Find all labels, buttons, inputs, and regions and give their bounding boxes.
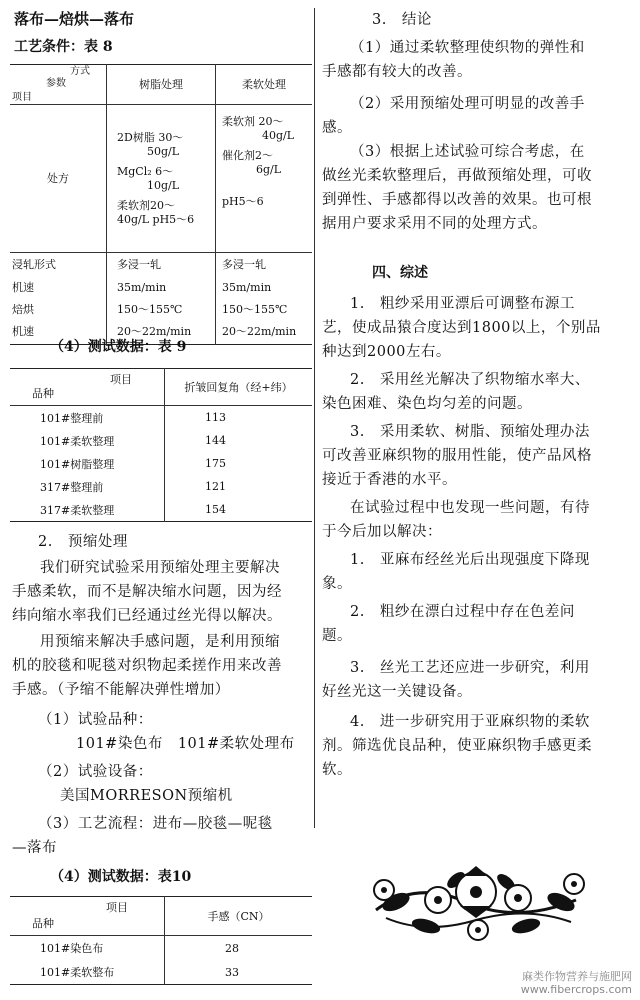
list-item-1-value: 101#染色布 101#柔软处理布 xyxy=(76,736,295,752)
corner-kind: 品种 xyxy=(32,387,54,400)
row-value: 144 xyxy=(165,429,313,452)
table-10 xyxy=(10,896,312,985)
col-hand-feel: 手感（CN） xyxy=(165,897,313,936)
row-formula: 处方 xyxy=(10,105,107,253)
text-line: 在试验过程中也发现一些问题，有待 xyxy=(350,500,590,516)
cell-soft: 35m/min xyxy=(216,277,313,299)
soft-line: 催化剂2～ xyxy=(222,149,273,162)
problem-3 xyxy=(322,656,630,704)
table-row xyxy=(10,452,312,475)
summary-problems-intro xyxy=(322,496,630,544)
soft-line: pH5～6 xyxy=(222,195,264,208)
text-line: （3）根据上述试验可综合考虑，在 xyxy=(350,144,585,160)
text-line: 软。 xyxy=(322,762,352,778)
corner-item: 项目 xyxy=(110,373,132,386)
problem-1 xyxy=(322,548,630,596)
resin-line: 40g/L pH5～6 xyxy=(117,212,195,226)
text-line: 到弹性、手感都得以改善的效果。也可根 xyxy=(322,192,592,208)
row-name: 101#柔软整布 xyxy=(40,966,115,979)
text-line: （1）通过柔软整理使织物的弹性和 xyxy=(350,40,585,56)
text-line: 纬向缩水率我们已经通过丝光得以解决。 xyxy=(12,608,282,624)
process-flow-line: 落布—焙烘—落布 xyxy=(14,10,135,28)
row-label: 机速 xyxy=(12,280,34,294)
cell-resin-formula xyxy=(107,105,216,253)
section3-title: 3. 结论 xyxy=(372,12,432,28)
text-line: 接近于香港的水平。 xyxy=(322,472,457,488)
list-item-3-cont: —落布 xyxy=(12,840,57,856)
row-value: 28 xyxy=(165,936,313,961)
section2-title: 2. 预缩处理 xyxy=(38,534,128,550)
soft-line: 6g/L xyxy=(256,163,282,176)
resin-line: 2D树脂 30～ xyxy=(117,130,184,144)
resin-line: 10g/L xyxy=(147,178,180,192)
text-line: （2）采用预缩处理可明显的改善手 xyxy=(350,96,585,112)
table8-corner xyxy=(10,65,107,105)
paragraph-preshrink-2 xyxy=(12,630,312,702)
summary-2 xyxy=(322,368,630,416)
row-name: 317#柔软整理 xyxy=(40,503,115,517)
cell-resin: 35m/min xyxy=(107,277,216,299)
cell-soft: 20～22m/min xyxy=(216,321,313,345)
row-name: 101#染色布 xyxy=(40,942,104,955)
list-item-2: （2）试验设备： xyxy=(38,764,153,780)
flower-ornament-icon xyxy=(356,840,596,950)
text-line: 象。 xyxy=(322,576,352,592)
cell-soft-formula xyxy=(216,105,313,253)
text-line: 做丝光柔软整理后，再做预缩处理，可收 xyxy=(322,168,592,184)
row-value: 33 xyxy=(165,960,313,985)
table-8 xyxy=(10,64,312,345)
problem-2 xyxy=(322,600,630,648)
text-line: 我们研究试验采用预缩处理主要解决 xyxy=(40,560,280,576)
text-line: 感。 xyxy=(322,120,352,136)
table-row xyxy=(10,936,312,961)
col-wrinkle-angle: 折皱回复角（经+纬） xyxy=(165,369,313,406)
summary-3 xyxy=(322,420,630,492)
text-line: 用预缩来解决手感问题，是利用预缩 xyxy=(40,634,280,650)
table-row xyxy=(10,475,312,498)
table10-caption: （4）测试数据：表10 xyxy=(50,869,192,885)
table-row xyxy=(10,429,312,452)
row-label: 机速 xyxy=(12,325,34,339)
conclusion-2 xyxy=(322,92,630,140)
text-line: 4. 进一步研究用于亚麻织物的柔软 xyxy=(350,714,590,730)
conclusion-3 xyxy=(322,140,630,236)
list-item-3: （3）工艺流程：进布—胶毯—呢毯 xyxy=(38,816,273,832)
watermark-line: 麻类作物营养与施肥网 xyxy=(522,970,632,983)
table-9 xyxy=(10,368,312,522)
problem-4 xyxy=(322,710,630,782)
section4-title: 四、综述 xyxy=(372,265,428,281)
row-name: 101#树脂整理 xyxy=(40,457,115,471)
cell-resin: 150～155℃ xyxy=(107,299,216,321)
table-row xyxy=(10,960,312,985)
row-value: 121 xyxy=(165,475,313,498)
cell-soft: 多浸一轧 xyxy=(216,253,313,277)
row-label: 浸轧形式 xyxy=(10,253,107,277)
corner-param: 参数 xyxy=(46,78,66,89)
corner-kind: 品种 xyxy=(32,917,54,930)
cell-resin: 20～22m/min xyxy=(107,321,216,345)
soft-line: 40g/L xyxy=(262,129,295,142)
row-value: 154 xyxy=(165,498,313,522)
table-row xyxy=(10,406,312,430)
text-line: 2. 粗纱在漂白过程中存在色差问 xyxy=(350,604,575,620)
cell-resin: 多浸一轧 xyxy=(107,253,216,277)
row-name: 101#整理前 xyxy=(40,411,104,425)
text-line: 种达到2000左右。 xyxy=(322,344,451,360)
soft-line: 柔软剂 20～ xyxy=(222,115,284,128)
row-name: 317#整理前 xyxy=(40,480,104,494)
text-line: 2. 采用丝光解决了织物缩水率大、 xyxy=(350,372,590,388)
text-line: 艺，使成品猿合度达到1800以上，个别品 xyxy=(322,320,601,336)
text-line: 3. 采用柔软、树脂、预缩处理办法 xyxy=(350,424,590,440)
list-item-1: （1）试验品种： xyxy=(38,712,153,728)
cell-soft: 150～155℃ xyxy=(216,299,313,321)
text-line: 机的胶毯和呢毯对织物起柔搓作用来改善 xyxy=(12,658,282,674)
site-watermark xyxy=(521,970,632,996)
text-line: 手感柔软，而不是解决缩水问题，因为经 xyxy=(12,584,282,600)
row-label: 焙烘 xyxy=(12,302,34,316)
row-name: 101#柔软整理 xyxy=(40,434,115,448)
text-line: 题。 xyxy=(322,628,352,644)
col-soft: 柔软处理 xyxy=(216,65,313,105)
text-line: 手感都有较大的改善。 xyxy=(322,64,472,80)
corner-item: 项目 xyxy=(12,92,32,103)
text-line: 剂。筛选优良品种，使亚麻织物手感更柔 xyxy=(322,738,592,754)
list-item-2-value: 美国MORRESON预缩机 xyxy=(60,788,233,804)
text-line: 1. 亚麻布经丝光后出现强度下降现 xyxy=(350,552,590,568)
column-divider xyxy=(314,8,315,828)
text-line: 于今后加以解决： xyxy=(322,524,442,540)
text-line: 据用户要求采用不同的处理方式。 xyxy=(322,216,547,232)
row-value: 175 xyxy=(165,452,313,475)
resin-line: MgCl₂ 6～ xyxy=(117,164,174,178)
table9-corner xyxy=(10,369,165,406)
resin-line: 50g/L xyxy=(147,144,180,158)
corner-item: 项目 xyxy=(106,901,128,914)
text-line: 3. 丝光工艺还应进一步研究，利用 xyxy=(350,660,590,676)
table8-caption: 工艺条件：表 8 xyxy=(14,39,113,55)
table9-caption: （4）测试数据：表 9 xyxy=(50,339,187,355)
text-line: 好丝光这一关键设备。 xyxy=(322,684,472,700)
summary-1 xyxy=(322,292,630,364)
resin-line: 柔软剂20～ xyxy=(117,198,175,212)
table10-corner xyxy=(10,897,165,936)
text-line: 染色困难、染色均匀差的问题。 xyxy=(322,396,532,412)
paragraph-preshrink-1 xyxy=(12,556,312,628)
row-value: 113 xyxy=(165,406,313,430)
conclusion-1 xyxy=(322,36,630,84)
text-line: 1. 粗纱采用亚漂后可调整布源工 xyxy=(350,296,575,312)
col-resin: 树脂处理 xyxy=(107,65,216,105)
watermark-line: www.fibercrops.com xyxy=(520,983,632,996)
text-line: 可改善亚麻织物的服用性能，使产品风格 xyxy=(322,448,592,464)
text-line: 手感。（予缩不能解决弹性增加） xyxy=(12,682,230,698)
table-row xyxy=(10,498,312,522)
corner-method: 方式 xyxy=(70,66,90,77)
